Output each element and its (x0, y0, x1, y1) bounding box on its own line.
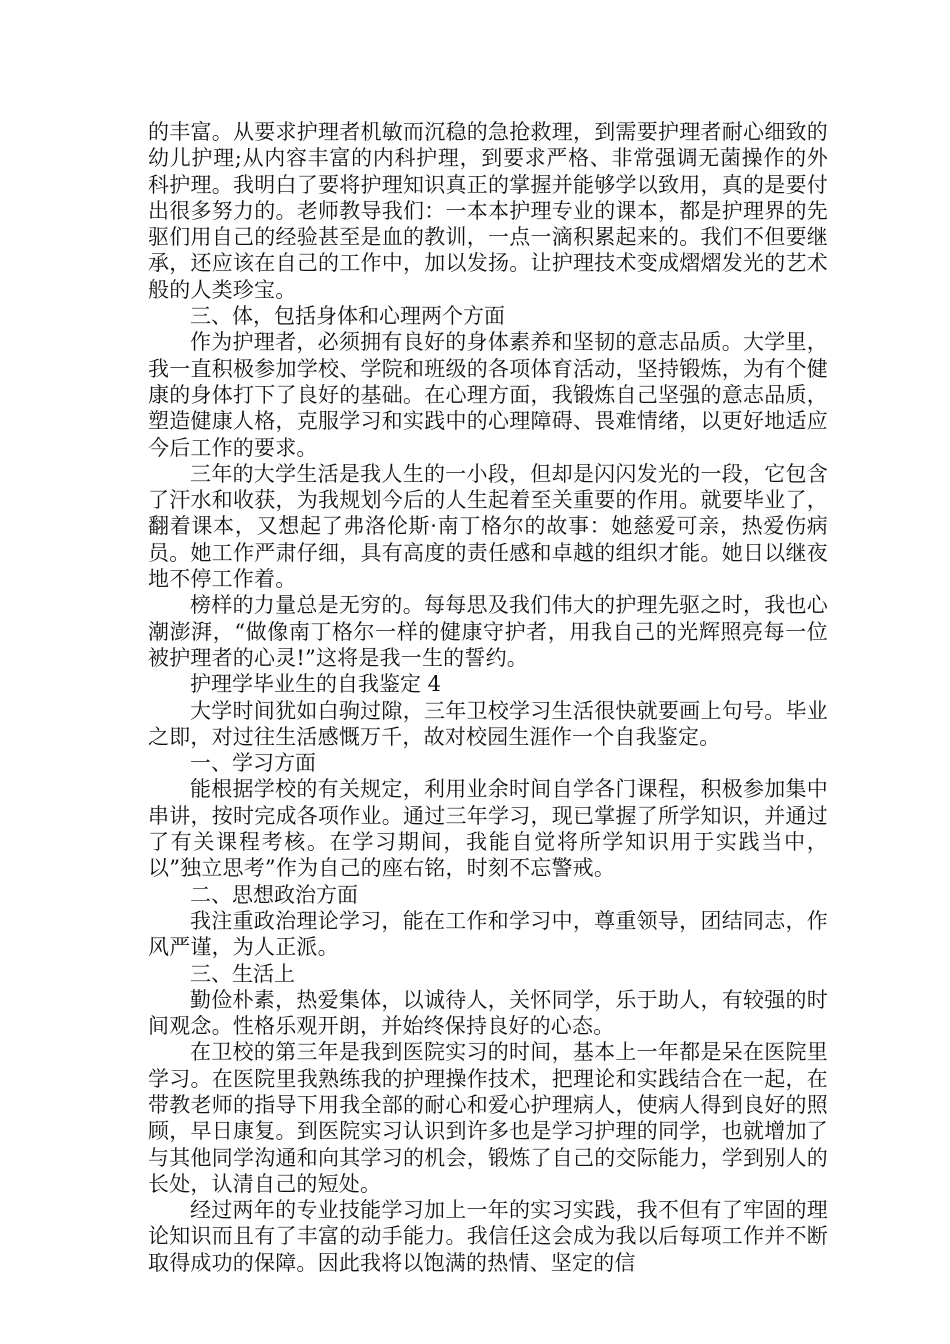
paragraph: 大学时间犹如白驹过隙，三年卫校学习生活很快就要画上句号。毕业之即，对过往生活感慨万千，故对校园生涯作一个自我鉴定。 (148, 698, 828, 749)
section-heading-body-mind: 三、体，包括身体和心理两个方面 (190, 304, 505, 329)
paragraph: 我注重政治理论学习，能在工作和学习中，尊重领导，团结同志，作风严谨，为人正派。 (148, 908, 828, 960)
paragraph: 勤俭朴素，热爱集体，以诚待人，关怀同学，乐于助人，有较强的时间观念。性格乐观开朗，并始终保持良好的心态。 (148, 987, 828, 1039)
paragraph: 能根据学校的有关规定，利用业余时间自学各门课程，积极参加集中串讲，按时完成各项作业。通过三年学习，现已掌握了所学知识，并通过了有关课程考核。在学习期间，我能自觉将所学知识用于实践当中，以”独立思考”作为自己的座右铭，时刻不忘警戒。 (148, 777, 828, 881)
paragraph: 作为护理者，必须拥有良好的身体素养和坚韧的意志品质。大学里，我一直积极参加学校、学院和班级的各项体育活动，坚持锻炼，为有个健康的身体打下了良好的基础。在心理方面，我锻炼自己坚强的意志品质，塑造健康人格，克服学习和实践中的心理障碍、畏难情绪，以更好地适应今后工作的要求。 (148, 330, 828, 460)
paragraph: 榜样的力量总是无穷的。每每思及我们伟大的护理先驱之时，我也心潮澎湃，“做像南丁格尔一样的健康守护者，用我自己的光辉照亮每一位被护理者的心灵!”这将是我一生的誓约。 (148, 593, 828, 670)
section-title-self-assessment-4: 护理学毕业生的自我鉴定 4 (190, 672, 442, 697)
paragraph: 三年的大学生活是我人生的一小段，但却是闪闪发光的一段，它包含了汗水和收获，为我规划今后的人生起着至关重要的作用。就要毕业了，翻着课本，又想起了弗洛伦斯·南丁格尔的故事：她慈爱可亲，热爱伤病员。她工作严肃仔细，具有高度的责任感和卓越的组织才能。她日以继夜地不停工作着。 (148, 461, 828, 592)
paragraph-continued: 的丰富。从要求护理者机敏而沉稳的急抢救理，到需要护理者耐心细致的幼儿护理;从内容丰富的内科护理，到要求严格、非常强调无菌操作的外科护理。我明白了要将护理知识真正的掌握并能够学以致用，真的是要付出很多努力的。老师教导我们：一本本护理专业的课本，都是护理界的先驱们用自己的经验甚至是血的教训，一点一滴积累起来的。我们不但要继承，还应该在自己的工作中，加以发扬。让护理技术变成熠熠发光的艺术般的人类珍宝。 (148, 120, 828, 302)
paragraph: 在卫校的第三年是我到医院实习的时间，基本上一年都是呆在医院里学习。在医院里我熟练我的护理操作技术，把理论和实践结合在一起，在带教老师的指导下用我全部的耐心和爱心护理病人，使病人得到良好的照顾，早日康复。到医院实习认识到许多也是学习护理的同学，也就增加了与其他同学沟通和向其学习的机会，锻炼了自己的交际能力，学到别人的长处，认清自己的短处。 (148, 1040, 828, 1196)
section-heading-life: 三、生活上 (190, 961, 295, 986)
document-page (148, 119, 828, 1276)
section-heading-study: 一、学习方面 (190, 751, 316, 776)
section-heading-politics: 二、思想政治方面 (190, 882, 358, 907)
paragraph: 经过两年的专业技能学习加上一年的实习实践，我不但有了牢固的理论知识而且有了丰富的动手能力。我信任这会成为我以后每项工作并不断取得成功的保障。因此我将以饱满的热情、坚定的信 (148, 1198, 828, 1275)
